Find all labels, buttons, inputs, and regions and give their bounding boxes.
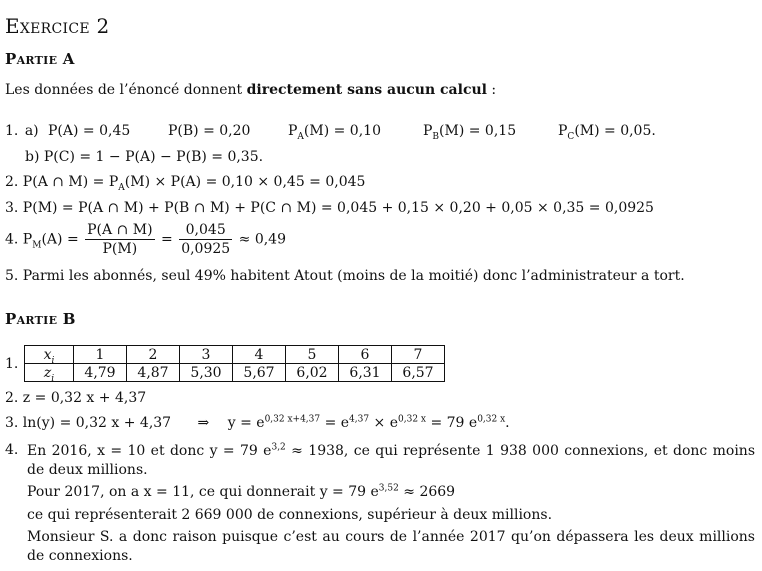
- q3-mid: = e: [320, 415, 350, 431]
- row-label-z: $z_i$: [25, 364, 74, 382]
- part-a-heading: Partie A: [5, 50, 75, 68]
- values-table: [24, 345, 445, 382]
- q3-mid3: = 79 e: [426, 415, 478, 431]
- fraction-denominator: 0,0925: [181, 241, 231, 257]
- prob-value: (M) = 0,15: [439, 123, 517, 139]
- q4-result: ≈ 0,49: [238, 231, 286, 248]
- q4-paragraph-1: [27, 442, 755, 480]
- table-cell: 1: [74, 346, 127, 364]
- table-cell: 3: [180, 346, 233, 364]
- part-b-q1-number: 1.: [5, 356, 19, 372]
- fraction-numerator: 0,045: [179, 222, 232, 240]
- q2-text-b: (M) × P(A) = 0,10 × 0,45 = 0,045: [124, 174, 366, 190]
- q4-paragraph-3: ce qui représenterait 2 669 000 de connexions, supérieur à deux millions.: [27, 507, 553, 523]
- prob-symbol: P: [288, 123, 298, 139]
- exponent: 4,37: [349, 414, 370, 425]
- prob-symbol: P: [558, 123, 568, 139]
- question-2: [5, 174, 366, 193]
- intro-bold-text: directement sans aucun calcul: [246, 82, 487, 98]
- prob-value: (M) = 0,05.: [574, 123, 656, 139]
- q1a-prob-m-given-a: [288, 123, 381, 142]
- part-a-intro: [5, 82, 496, 98]
- table-cell: 4: [233, 346, 286, 364]
- q4-subscript: M: [32, 240, 42, 251]
- question-1b: b) P(C) = 1 − P(A) − P(B) = 0,35.: [25, 149, 264, 165]
- table-cell: 6,57: [392, 364, 445, 382]
- q4-p2-result: ≈ 2669: [398, 484, 456, 500]
- fraction-numeric: [179, 222, 232, 257]
- intro-text: Les données de l’énoncé donnent: [5, 82, 247, 98]
- q2-subscript: A: [118, 182, 125, 193]
- row-label-x: $x_i$: [25, 346, 74, 364]
- q1a-prob-b: P(B) = 0,20: [168, 123, 251, 139]
- prob-subscript: A: [297, 131, 304, 142]
- q4-prefix: 4. P: [5, 231, 33, 248]
- q4-p1-text: En 2016, x = 10 et donc y = 79 e: [27, 443, 272, 459]
- table-row-z: [25, 364, 445, 382]
- q4-paragraph-2: [27, 484, 455, 500]
- prob-subscript: B: [432, 131, 440, 142]
- q2-text-a: 2. P(A ∩ M) = P: [5, 174, 119, 190]
- implies-arrow: ⇒: [197, 415, 210, 431]
- exponent: 0,32 x: [398, 414, 426, 425]
- table-cell: 6,02: [286, 364, 339, 382]
- table-cell: 6: [339, 346, 392, 364]
- equals-sign: =: [161, 231, 173, 248]
- exponent: 0,32 x+4,37: [264, 414, 321, 425]
- q3-end: .: [505, 415, 510, 431]
- table-cell: 7: [392, 346, 445, 364]
- part-b-question-2: 2. z = 0,32 x + 4,37: [5, 390, 147, 406]
- fraction-numerator: P(A ∩ M): [87, 222, 153, 238]
- question-4: [5, 222, 286, 257]
- q1a-prob-a: P(A) = 0,45: [48, 123, 131, 139]
- table-cell: 5,67: [233, 364, 286, 382]
- prob-symbol: P: [423, 123, 433, 139]
- fraction-conditional: [85, 222, 154, 257]
- part-b-heading: Partie B: [5, 310, 76, 328]
- part-b-question-3: [5, 415, 510, 431]
- table-cell: 4,79: [74, 364, 127, 382]
- q4-p2-text: Pour 2017, on a x = 11, ce qui donnerait y = 79 e: [27, 484, 379, 500]
- question-3: 3. P(M) = P(A ∩ M) + P(B ∩ M) + P(C ∩ M) = 0,045 + 0,15 × 0,20 + 0,05 × 0,35 = 0,0925: [5, 200, 654, 216]
- table-cell: 5: [286, 346, 339, 364]
- exponent: 3,2: [271, 442, 286, 453]
- q1a-prob-m-given-b: [423, 123, 517, 142]
- q1-number: 1.: [5, 123, 19, 139]
- table-cell: 5,30: [180, 364, 233, 382]
- intro-colon: :: [486, 82, 497, 98]
- table-cell: 6,31: [339, 364, 392, 382]
- q1a-prob-m-given-c: [558, 123, 656, 142]
- prob-subscript: C: [567, 131, 575, 142]
- exercise-title: Exercice 2: [5, 14, 110, 38]
- table-row-x: [25, 346, 445, 364]
- q3-lhs: 3. ln(y) = 0,32 x + 4,37: [5, 415, 172, 431]
- table-cell: 4,87: [127, 364, 180, 382]
- question-1a: [5, 123, 39, 139]
- fraction-denominator: P(M): [102, 241, 138, 257]
- table-cell: 2: [127, 346, 180, 364]
- question-5: 5. Parmi les abonnés, seul 49% habitent Atout (moins de la moitié) donc l’administrateur a tort.: [5, 268, 685, 284]
- q4-lhs: (A) =: [41, 231, 79, 248]
- q3-mid2: × e: [369, 415, 399, 431]
- part-b-q4-number: 4.: [5, 442, 19, 458]
- q4-p1-text-rest: ≈ 1938, ce qui représente 1 938 000 connexions, et donc moins de deux millions.: [27, 443, 756, 478]
- exponent: 3,52: [378, 483, 399, 494]
- q3-y: y = e: [227, 415, 265, 431]
- prob-value: (M) = 0,10: [303, 123, 381, 139]
- q1a-label: a): [24, 123, 39, 139]
- exponent: 0,32 x: [477, 414, 506, 425]
- q4-paragraph-4: Monsieur S. a donc raison puisque c’est au cours de l’année 2017 qu’on dépassera les deux millions de connexions.: [27, 529, 755, 564]
